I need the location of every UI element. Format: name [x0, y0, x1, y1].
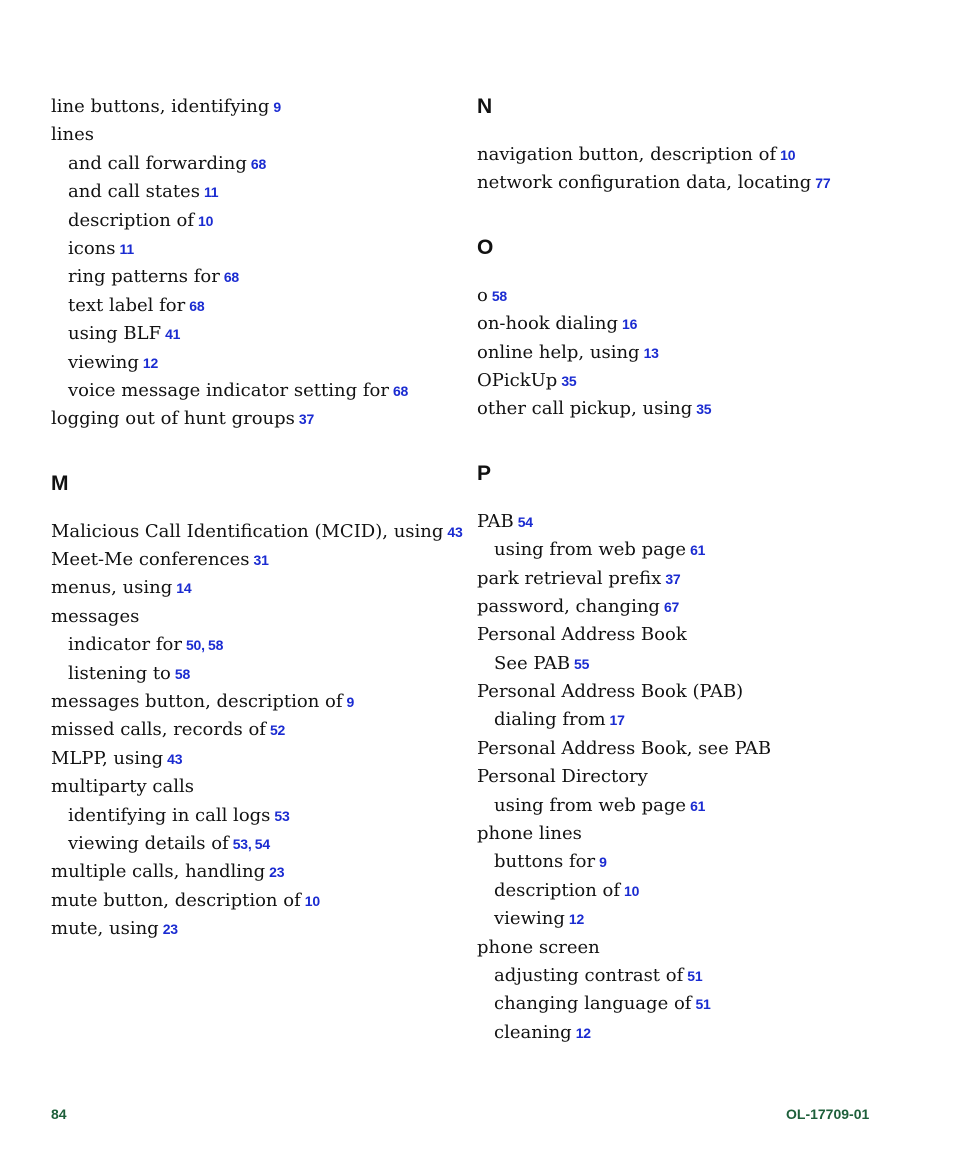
index-term: navigation button, description of: [477, 144, 777, 165]
page-ref-separator: ,: [201, 637, 206, 654]
index-entry: [477, 141, 897, 169]
page-ref-link[interactable]: 11: [203, 184, 219, 201]
index-term: online help, using: [477, 341, 640, 363]
index-subentry: [51, 178, 451, 206]
page-ref-link[interactable]: 58: [208, 637, 224, 654]
index-term: description of: [68, 209, 195, 231]
index-term: Personal Address Book: [477, 624, 687, 646]
index-subentry: [477, 905, 897, 933]
page-ref-link[interactable]: 54: [517, 513, 533, 530]
index-entry: [51, 574, 451, 602]
page-ref-separator: ,: [247, 835, 252, 852]
index-entry: [51, 915, 451, 943]
index-term: line buttons, identifying: [51, 96, 270, 117]
index-subentry: [477, 848, 897, 876]
page-ref-link[interactable]: 61: [690, 542, 706, 559]
index-term: password, changing: [477, 595, 660, 617]
page-ref-link[interactable]: 37: [298, 411, 315, 428]
section-spacer: [477, 488, 897, 508]
index-term: Personal Directory: [477, 766, 648, 788]
page-ref-link[interactable]: 43: [167, 750, 183, 767]
index-term: viewing details of: [68, 832, 229, 854]
index-entry: [51, 405, 451, 433]
index-entry: [51, 887, 451, 915]
section-spacer: [51, 498, 451, 518]
index-subentry: [51, 150, 451, 178]
page-ref-link[interactable]: 31: [253, 552, 269, 569]
index-entry: [51, 93, 451, 121]
page-number: 84: [51, 1106, 67, 1122]
page-ref-link[interactable]: 17: [609, 712, 625, 729]
index-entry: [51, 518, 463, 546]
page-ref-link[interactable]: 11: [119, 240, 134, 257]
index-entry: [477, 763, 897, 791]
index-term: messages: [51, 605, 140, 627]
index-entry: [477, 339, 897, 367]
index-subentry: [51, 660, 451, 688]
page-ref-link[interactable]: 16: [622, 316, 638, 333]
index-term: using BLF: [68, 323, 162, 345]
page-ref-link[interactable]: 10: [198, 212, 214, 229]
index-term: logging out of hunt groups: [51, 408, 295, 430]
page-ref-link[interactable]: 55: [574, 655, 590, 672]
page-ref-link[interactable]: 43: [447, 523, 463, 540]
section-spacer: [477, 198, 897, 234]
index-term: multiple calls, handling: [51, 861, 266, 883]
index-subentry: [51, 830, 451, 858]
index-entry: [477, 678, 897, 706]
page-ref-link[interactable]: 9: [273, 99, 281, 115]
index-entry: [477, 820, 897, 848]
index-entry: [477, 282, 897, 310]
page-ref-link[interactable]: 12: [568, 911, 585, 928]
index-term: dialing from: [494, 709, 606, 731]
index-entry: [477, 593, 897, 621]
index-entry: [477, 735, 897, 763]
page-ref-link[interactable]: 68: [392, 382, 409, 399]
index-subentry: [51, 292, 451, 320]
index-term: on-hook dialing: [477, 313, 619, 335]
page-ref-link[interactable]: 14: [176, 580, 192, 597]
index-column-left: [51, 93, 463, 944]
index-term: ring patterns for: [68, 266, 220, 288]
index-term: phone lines: [477, 823, 582, 845]
index-subentry: [477, 536, 897, 564]
index-entry: [477, 367, 897, 395]
section-spacer: [477, 262, 897, 282]
index-entry: [51, 688, 451, 716]
index-term: icons: [68, 237, 116, 259]
page-ref-link[interactable]: 23: [162, 921, 178, 938]
index-term: other call pickup, using: [477, 398, 693, 420]
page-ref-link[interactable]: 52: [269, 722, 286, 739]
index-term: buttons for: [494, 851, 596, 873]
section-spacer: [477, 121, 897, 141]
page-ref-link[interactable]: 54: [254, 835, 270, 852]
index-term: adjusting contrast of: [494, 964, 684, 986]
page-ref-link[interactable]: 61: [690, 797, 706, 814]
index-term: messages button, description of: [51, 691, 343, 713]
index-entry: [477, 169, 897, 197]
index-term: description of: [494, 879, 621, 901]
index-term: and call forwarding: [68, 152, 247, 174]
index-term: o: [477, 284, 488, 306]
page-ref-link[interactable]: 10: [780, 147, 796, 163]
index-entry: [51, 858, 451, 886]
index-term: Malicious Call Identification (MCID), using: [51, 520, 444, 542]
index-subentry: [477, 650, 897, 678]
index-subentry: [51, 631, 451, 659]
index-entry: [477, 395, 897, 423]
index-term: See PAB: [494, 652, 571, 674]
index-term: changing language of: [494, 993, 692, 1015]
index-term: using from web page: [494, 539, 687, 561]
index-term: mute, using: [51, 918, 159, 940]
index-entry: [477, 508, 897, 536]
index-subentry: [477, 962, 897, 990]
index-subentry: [477, 1019, 897, 1047]
page-ref-link[interactable]: 10: [624, 882, 640, 899]
index-subentry: [51, 349, 451, 377]
index-term: voice message indicator setting for: [68, 379, 389, 401]
page-ref-link[interactable]: 51: [695, 996, 711, 1013]
index-subentry: [51, 320, 451, 348]
index-entry: [51, 603, 451, 631]
section-heading-p: P: [477, 461, 492, 485]
index-subentry: [51, 802, 451, 830]
index-term: lines: [51, 124, 94, 146]
page-ref-link[interactable]: 58: [174, 665, 191, 682]
section-spacer: [477, 424, 897, 460]
index-term: mute button, description of: [51, 889, 301, 911]
index-entry: [477, 934, 897, 962]
index-term: identifying in call logs: [68, 804, 271, 826]
index-term: PAB: [477, 510, 514, 532]
section-heading-o: O: [477, 235, 494, 259]
section-heading-m: M: [51, 471, 69, 495]
page-ref-link[interactable]: 67: [663, 598, 680, 615]
index-entry: [51, 716, 451, 744]
index-term: missed calls, records of: [51, 719, 266, 741]
index-subentry: [51, 235, 451, 263]
index-term: listening to: [68, 662, 171, 684]
index-term: multiparty calls: [51, 776, 194, 798]
page-ref-link[interactable]: 35: [561, 372, 577, 389]
index-term: network configuration data, locating: [477, 172, 812, 194]
index-term: viewing: [68, 351, 139, 373]
document-id: OL-17709-01: [786, 1106, 870, 1122]
index-term: text label for: [68, 294, 186, 316]
index-term: viewing: [494, 908, 565, 930]
index-term: cleaning: [494, 1021, 572, 1043]
page-ref-link[interactable]: 58: [491, 287, 508, 304]
section-spacer: [51, 434, 451, 470]
index-term: Meet-Me conferences: [51, 549, 250, 571]
page-ref-link[interactable]: 51: [687, 967, 703, 984]
page-ref-link[interactable]: 68: [250, 155, 267, 172]
index-term: Personal Address Book, see PAB: [477, 737, 772, 759]
page-ref-link[interactable]: 77: [815, 175, 831, 192]
index-term: and call states: [68, 181, 200, 203]
index-term: park retrieval prefix: [477, 567, 662, 589]
page-ref-link[interactable]: 41: [165, 326, 181, 343]
index-entry: [51, 121, 451, 149]
page-ref-link[interactable]: 68: [223, 269, 240, 286]
index-term: using from web page: [494, 794, 687, 816]
page-ref-link[interactable]: 12: [575, 1024, 591, 1041]
page-ref-link[interactable]: 13: [643, 344, 659, 361]
index-term: phone screen: [477, 936, 600, 958]
page-ref-link[interactable]: 68: [189, 297, 205, 314]
index-subentry: [477, 990, 897, 1018]
page-ref-link[interactable]: 37: [665, 570, 681, 587]
index-entry: [51, 773, 451, 801]
index-term: OPickUp: [477, 369, 558, 391]
index-subentry: [51, 263, 451, 291]
section-heading-n: N: [477, 95, 493, 118]
index-entry: [51, 546, 451, 574]
index-term: MLPP, using: [51, 747, 164, 769]
index-subentry: [477, 706, 897, 734]
page-ref-link[interactable]: 53: [274, 807, 290, 824]
index-term: menus, using: [51, 577, 173, 599]
page-ref-link[interactable]: 9: [346, 694, 355, 711]
index-subentry: [51, 377, 451, 405]
page-ref-link[interactable]: 10: [304, 892, 320, 909]
page-ref-link[interactable]: 12: [142, 354, 159, 371]
index-subentry: [477, 792, 897, 820]
index-subentry: [477, 877, 897, 905]
index-entry: [477, 621, 897, 649]
page-ref-link[interactable]: 50: [185, 637, 202, 654]
page-ref-link[interactable]: 9: [599, 854, 607, 871]
index-entry: [477, 310, 897, 338]
index-entry: [477, 565, 897, 593]
page-ref-link[interactable]: 35: [696, 401, 712, 418]
index-subentry: [51, 207, 451, 235]
page-ref-link[interactable]: 23: [269, 864, 285, 881]
index-term: Personal Address Book (PAB): [477, 681, 744, 703]
page-ref-link[interactable]: 53: [232, 835, 248, 852]
index-term: indicator for: [68, 634, 182, 656]
index-entry: [51, 745, 451, 773]
index-column-right: [477, 93, 897, 1047]
